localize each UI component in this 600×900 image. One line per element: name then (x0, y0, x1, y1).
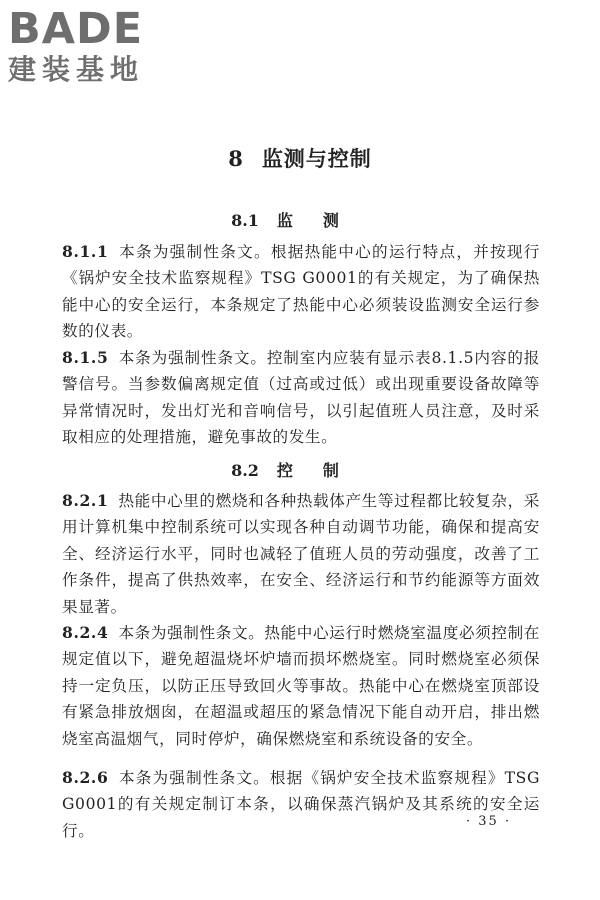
section-name: 监测 (276, 211, 369, 230)
logo (8, 6, 178, 86)
clause-8-2-1 (62, 488, 540, 620)
logo-brand: BADE (8, 4, 144, 54)
clause-8-1-5 (62, 345, 540, 451)
section-number: 8.2 (231, 461, 259, 480)
page-number: · 35 · (466, 814, 512, 829)
section-title-8-1 (0, 208, 600, 231)
clause-number: 8.2.4 (62, 623, 109, 642)
clause-number: 8.1.1 (62, 242, 109, 261)
clause-8-2-4 (62, 620, 540, 752)
section-title-8-2 (0, 458, 600, 481)
chapter-name: 监测与控制 (261, 146, 372, 171)
chapter-title (0, 143, 600, 173)
chapter-number: 8 (228, 146, 244, 171)
clause-number: 8.2.6 (62, 768, 109, 787)
clause-text: 热能中心里的燃烧和各种热载体产生等过程都比较复杂，采用计算机集中控制系统可以实现各种自动调节功能，确保和提高安全、经济运行水平，同时也减轻了值班人员的劳动强度，改善了工作条件，提高了供热效率，在安全、经济运行和节约能源等方面效果显著。 (62, 492, 540, 616)
clause-text: 本条为强制性条文。热能中心运行时燃烧室温度必须控制在规定值以下，避免超温烧坏炉墙而损坏燃烧室。同时燃烧室必须保持一定负压，以防正压导致回火等事故。热能中心在燃烧室顶部设有紧急排放烟囱，在超温或超压的紧急情况下能自动开启，排出燃烧室高温烟气，同时停炉，确保燃烧室和系统设备的安全。 (62, 624, 540, 748)
clause-8-2-6 (62, 765, 540, 844)
section-name: 控制 (276, 461, 369, 480)
section-number: 8.1 (231, 211, 259, 230)
clause-number: 8.2.1 (62, 491, 109, 510)
clause-text: 本条为强制性条文。根据《锅炉安全技术监察规程》TSG G0001的有关规定制订本条，以确保蒸汽锅炉及其系统的安全运行。 (62, 769, 540, 840)
logo-subtitle: 建装基地 (8, 53, 145, 86)
clause-text: 本条为强制性条文。控制室内应装有显示表8.1.5内容的报警信号。当参数偏离规定值（过高或过低）或出现重要设备故障等异常情况时，发出灯光和音响信号，以引起值班人员注意，及时采取相应的处理措施，避免事故的发生。 (62, 349, 540, 447)
clause-text: 本条为强制性条文。根据热能中心的运行特点，并按现行《锅炉安全技术监察规程》TSG G0001的有关规定，为了确保热能中心的安全运行，本条规定了热能中心必须装设监测安全运行参数的仪表。 (62, 243, 540, 341)
clause-8-1-1 (62, 239, 540, 345)
clause-number: 8.1.5 (62, 348, 109, 367)
